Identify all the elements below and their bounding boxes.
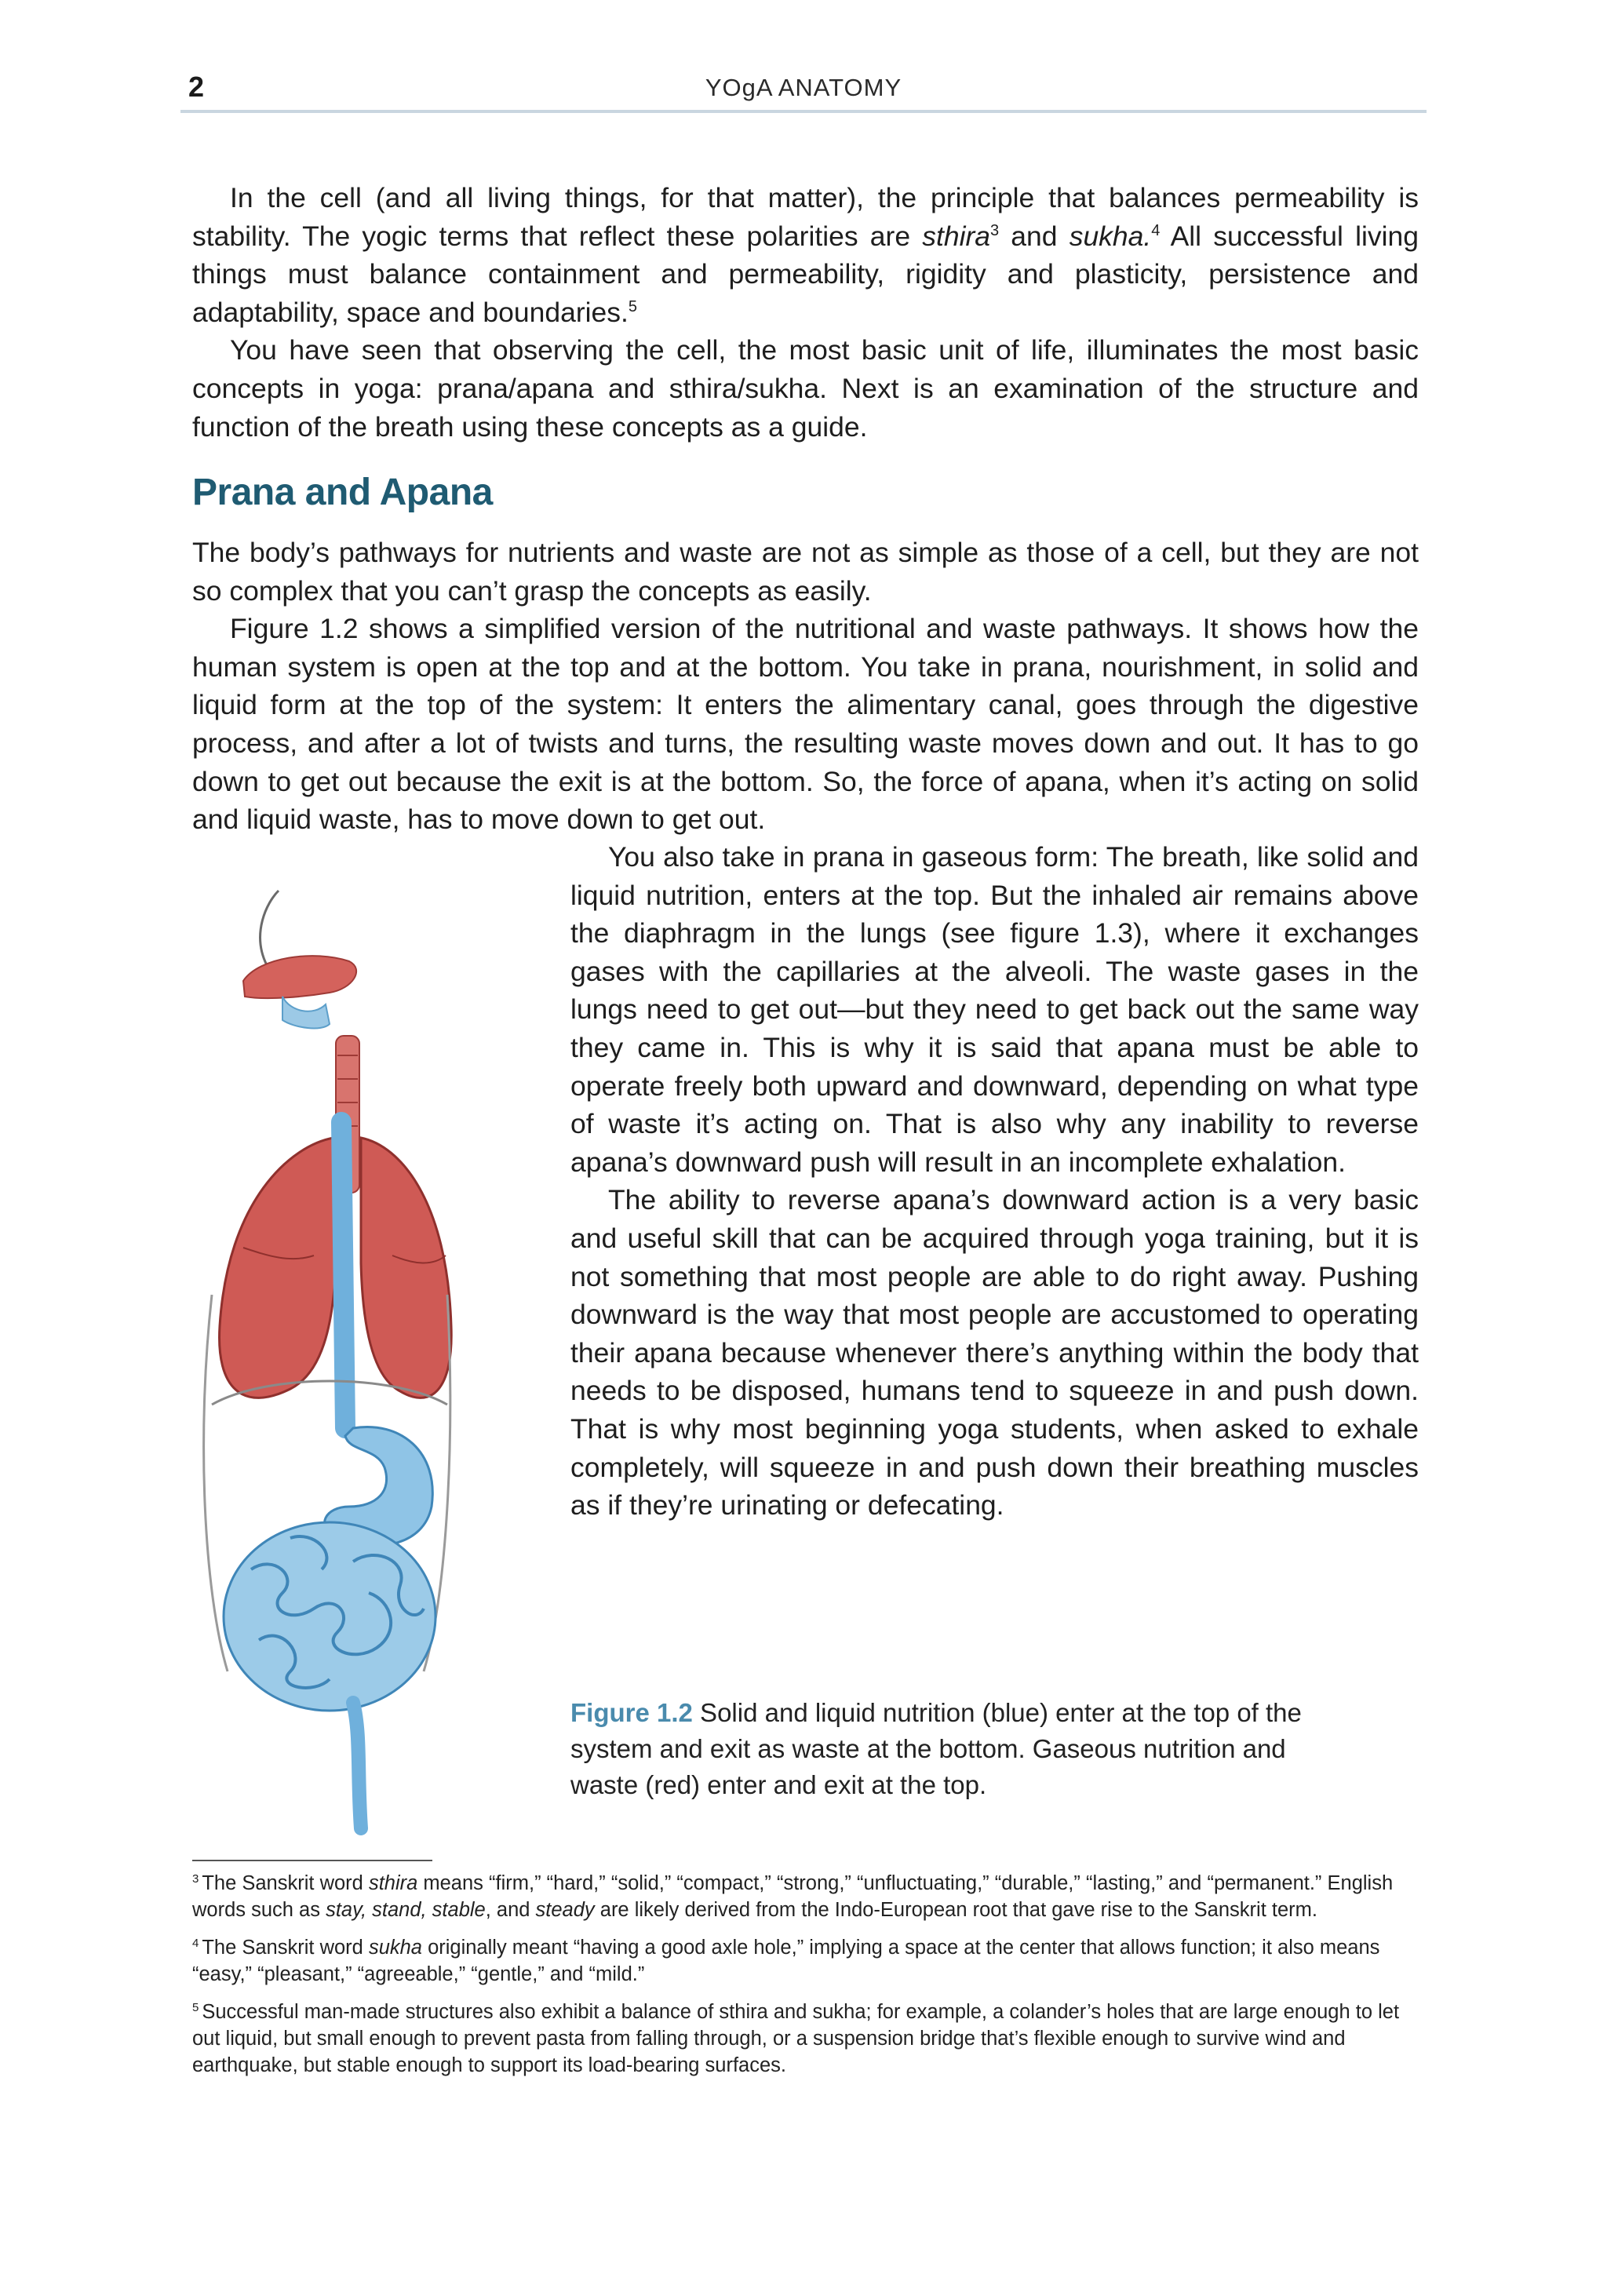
- page-number: 2: [188, 71, 205, 103]
- intro-paragraph-2: You have seen that observing the cell, the most basic unit of life, illuminates the most basic concepts in yoga: prana/apana and sthira/sukha. Next is an examination of the structure and function of the breath using these concepts as a guide.: [192, 334, 1419, 443]
- page-header: [180, 64, 1427, 113]
- footnote-ref-3[interactable]: 3: [990, 221, 1000, 239]
- footnote-ref-5[interactable]: 5: [628, 297, 638, 315]
- right-column-text: [570, 838, 1419, 1525]
- footnote-rule: [192, 1860, 432, 1861]
- intestines: [224, 1522, 435, 1711]
- oral-cavity: [282, 997, 330, 1028]
- running-head: YOgA ANATOMY: [705, 74, 902, 101]
- figure-label: Figure 1.2: [570, 1698, 693, 1727]
- footnote-ref-4[interactable]: 4: [1151, 221, 1161, 239]
- figure-caption: [570, 1695, 1355, 1803]
- intro-section: [192, 179, 1419, 446]
- right-lung: [361, 1138, 451, 1398]
- figure-caption-text: Solid and liquid nutrition (blue) enter at the top of the system and exit as waste at the bottom. Gaseous nutrition and waste (red) enter and exit at the top.: [570, 1698, 1302, 1799]
- intro-paragraph-1: In the cell (and all living things, for that matter), the principle that balances permeability is stability. The yogic terms that reflect these polarities are sthira$^3$ and sukha.$^4$ All successful living things must balance containment and permeability, rigidity and plasticity, persistence and adaptability, space and boundaries.$^5$: [192, 182, 1419, 328]
- section-heading: Prana and Apana: [192, 472, 493, 513]
- footnote-5: $^5$ Successful man-made structures also exhibit a balance of sthira and sukha; for example, a colander’s holes that are large enough to let out liquid, but small enough to prevent pasta from falling through, or a suspension bridge that’s flexible enough to survive wind and earthquake, but stable enough to support its load-bearing surfaces.: [192, 2000, 1400, 2076]
- footnote-3: $^3$ The Sanskrit word sthira means “firm,” “hard,” “solid,” “compact,” “strong,” “unfluctuating,” “durable,” “lasting,” and “permanent.” English words such as stay, stand, stable, and steady are likely derived from the Indo-European root that gave rise to the Sanskrit term.: [192, 1871, 1394, 1921]
- digestive-respiratory-illustration: [196, 887, 455, 1836]
- face-outline: [261, 891, 279, 965]
- section-paragraph-3: You also take in prana in gaseous form: The breath, like solid and liquid nutrition, enters at the top. But the inhaled air remains above the diaphragm in the lungs (see figure 1.3), where it exchanges gases with the capillaries at the alveoli. The waste gases in the lungs need to get out—but they need to get back out the same way they came in. This is why it is said that apana must be able to operate freely both upward and downward, depending on what type of waste it’s acting on. That is also why any inability to reverse apana’s downward push will result in an incomplete exhalation.: [570, 841, 1419, 1178]
- section-paragraph-4: The ability to reverse apana’s downward action is a very basic and useful skill that can be acquired through yoga training, but it is not something that most people are able to do right away. Pushing downward is the way that most people are accustomed to operating their apana because whenever there’s anything within the body that needs to be disposed, humans tend to squeeze in and push down. That is why most beginning yoga students, when asked to exhale completely, will squeeze in and push down their breathing muscles as if they’re urinating or defecating.: [570, 1184, 1419, 1522]
- section-body: [192, 534, 1419, 839]
- section-paragraph-1: The body’s pathways for nutrients and waste are not as simple as those of a cell, but they are not so complex that you can’t grasp the concepts as easily.: [192, 537, 1419, 607]
- rectum: [353, 1703, 361, 1828]
- footnote-4: $^4$ The Sanskrit word sukha originally meant “having a good axle hole,” implying a space at the center that allows function; it also means “easy,” “pleasant,” “agreeable,” “gentle,” and “mild.”: [192, 1936, 1380, 1985]
- nasal-cavity: [243, 956, 356, 998]
- figure-1-2-illustration: [196, 887, 455, 1836]
- left-lung: [220, 1138, 336, 1398]
- section-paragraph-2: Figure 1.2 shows a simplified version of the nutritional and waste pathways. It shows how the human system is open at the top and at the bottom. You take in prana, nourishment, in solid and liquid form at the top of the system: It enters the alimentary canal, goes through the digestive process, and after a lot of twists and turns, the resulting waste moves down and out. It has to go down to get out because the exit is at the bottom. So, the force of apana, when it’s acting on solid and liquid waste, has to move down to get out.: [192, 613, 1419, 836]
- footnotes: [192, 1870, 1416, 2090]
